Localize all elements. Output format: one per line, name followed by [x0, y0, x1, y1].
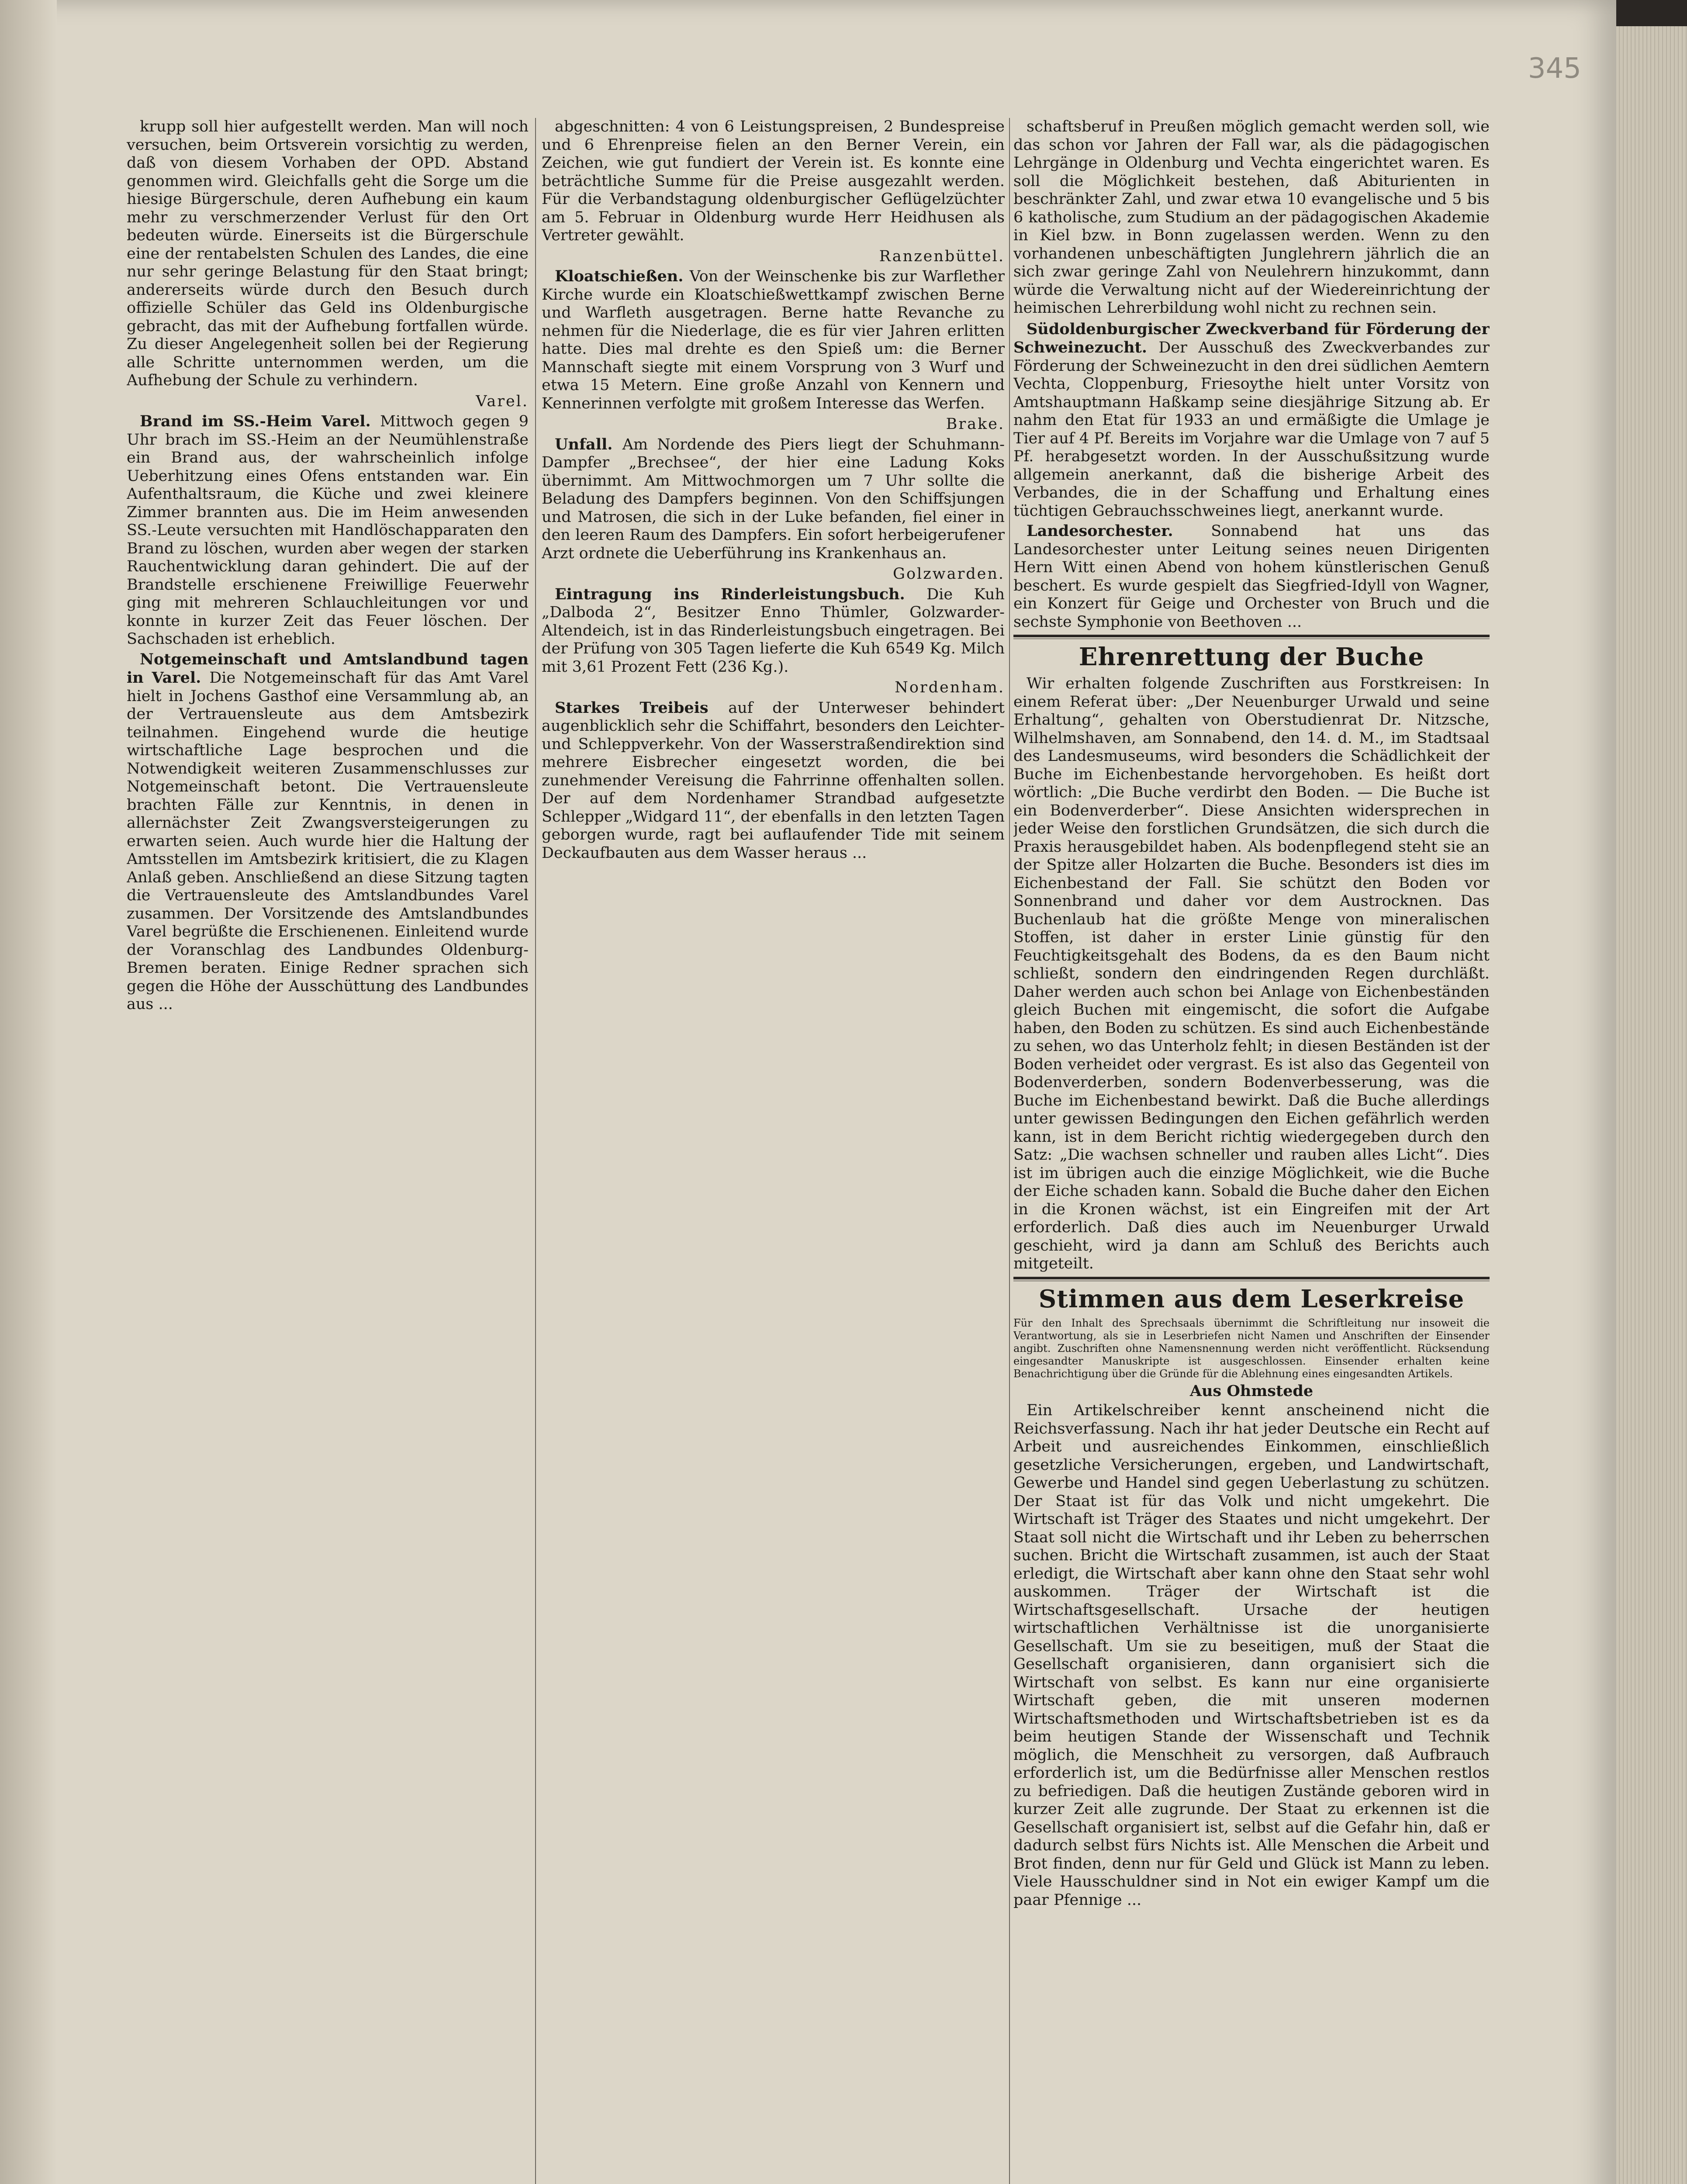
place-heading: Golzwarden. [892, 565, 1005, 583]
page-number: 345 [1528, 52, 1581, 85]
article-lead: Brand im SS.-Heim Varel. [140, 412, 380, 430]
article-lead: Südoldenburgischer Zweckverband für Förderung der Schweinezucht. [1013, 320, 1490, 356]
article-lead: Kloatschießen. [555, 267, 690, 285]
article-paragraph [127, 650, 529, 1014]
article-paragraph [542, 699, 1005, 863]
article-title-ehrenrettung: Ehrenrettung der Buche [1079, 643, 1424, 671]
article-text: Die Notgemeinschaft für das Amt Varel hielt in Jochens Gasthof eine Versammlung ab, an der Vertrauensleute aus dem Amtsbezirk teilnahmen. Eingehend wurde die heutige wirtschaftliche Lage besprochen und die Notwendigkeit weiteren Zusammenschlusses zur Notgemeinschaft betont. Die Vertrauensleute brachten Fälle zur Kenntnis, in denen in allernächster Zeit Zwangsversteigerungen zu erwarten seien. Auch wurde hier die Haltung der Amtsstellen im Amtsbezirk kritisiert, die zu Klagen Anlaß geben. Anschließend an diese Sitzung tagten die Vertrauensleute des Amtslandbundes Varel zusammen. Der Vorsitzende des Amtslandbundes Varel begrüßte die Erschienenen. Einleitend wurde der Voranschlag des Landbundes Oldenburg-Bremen beraten. Einige Redner sprachen sich gegen die Höhe der Ausschüttung des Landbundes aus ... [127, 669, 529, 1013]
article-paragraph [1013, 320, 1490, 521]
article-text: schaftsberuf in Preußen möglich gemacht werden soll, wie das schon vor Jahren der Fall war, als die pädagogischen Lehrgänge in Oldenburg und Vechta eingerichtet waren. Es soll die Möglichkeit bestehen, daß Abiturienten in beschränkter Zahl, und zwar etwa 10 evangelische und 5 bis 6 katholische, zum Studium an der pädagogischen Akademie in Kiel bzw. in Bonn zugelassen werden. Wenn zu den vorhandenen unbeschäftigten Junglehrern jährlich die an sich zwar geringe Zahl von Neulehrern hinzukommt, dann würde die Verwaltung nicht auf der Wiedereinrichtung der heimischen Lehrerbildung wohl nicht zu rechnen sein. [1013, 118, 1490, 317]
place-heading: Ranzenbüttel. [879, 247, 1005, 265]
article-paragraph [542, 118, 1005, 245]
place-heading: Varel. [476, 392, 529, 410]
place-heading: Nordenham. [895, 679, 1005, 696]
article-paragraph [1013, 118, 1490, 318]
article-lead: Notgemeinschaft und Amtslandbund tagen in Varel. [127, 650, 529, 687]
box-rule [1013, 1277, 1490, 1281]
article-text: Von der Weinschenke bis zur Warflether Kirche wurde ein Kloatschießwettkampf zwischen Berne und Warfleth ausgetragen. Berne hatte Revanche zu nehmen für die Niederlage, die es für vier Jahren erlitten hatte. Dies mal drehte es den Spieß um: die Berner Mannschaft siegte mit einem Vorsprung von 3 Wurf und etwa 15 Metern. Eine große Anzahl von Kennern und Kennerinnen verfolgte mit großem Interesse das Werfen. [542, 268, 1005, 412]
column-rule [535, 118, 536, 2184]
article-paragraph [1013, 522, 1490, 631]
article-text: Der Ausschuß des Zweckverbandes zur Förderung der Schweinezucht in den drei südlichen Aemtern Vechta, Cloppenburg, Friesoythe hielt unter Vorsitz von Amtshauptmann Haßkamp seine diesjährige Sitzung ab. Er nahm den Etat für 1933 an und ermäßigte die Umlage je Tier auf 4 Pf. Bereits im Vorjahre war die Umlage von 7 auf 5 Pf. herabgesetzt worden. In der Ausschußsitzung wurde allgemein anerkannt, daß die bisherige Arbeit des Verbandes, die in der Schaffung und Erhaltung eines tüchtigen Gebrauchsschweines liegt, anerkannt wurde. [1013, 339, 1490, 520]
box-paragraph: Ein Artikelschreiber kennt anscheinend nicht die Reichsverfassung. Nach ihr hat jeder Deutsche ein Recht auf Arbeit und ausreichendes Einkommen, einschließlich gesetzliche Versicherungen, ergeben, und Landwirtschaft, Gewerbe und Handel sind gegen Ueberlastung zu schützen. Der Staat ist für das Volk und nicht umgekehrt. Die Wirtschaft ist Träger des Staates und nicht umgekehrt. Der Staat soll nicht die Wirtschaft und ihr Leben zu beherrschen suchen. Bricht die Wirtschaft zusammen, ist auch der Staat erledigt, die Wirtschaft aber kann ohne den Staat sehr wohl auskommen. Träger der Wirtschaft ist die Wirtschaftsgesellschaft. Ursache der heutigen wirtschaftlichen Verhältnisse ist die unorganisierte Gesellschaft. Um sie zu beseitigen, muß der Staat die Gesellschaft organisieren, dann organisiert sich die Wirtschaft von selbst. Es kann nur eine organisierte Wirtschaft geben, die mit unseren modernen Wirtschaftsmethoden und Wirtschaftsbetrieben ist es da beim heutigen Stande der Wissenschaft und Technik möglich, die Menschheit zu versorgen, daß Aufbrauch erforderlich ist, um die Bedürfnisse aller Menschen restlos zu befriedigen. Daß die heutigen Zustände geboren wird in kurzer Zeit alle zugrunde. Der Staat zu erkennen ist die Gesellschaft organisiert ist, selbst auf die Gefahr hin, daß er dadurch selbst fürs Nichts ist. Alle Menschen die Arbeit und Brot finden, denn nur für Geld und Glück ist Mann zu leben. Viele Hausschuldner sind in Not ein ewiger Kampf um die paar Pfennige ... [1013, 1402, 1490, 1909]
article-lead: Unfall. [555, 435, 622, 453]
box-paragraph: Wir erhalten folgende Zuschriften aus Forstkreisen: In einem Referat über: „Der Neuenburger Urwald und seine Erhaltung“, gehalten von Oberstudienrat Dr. Nitzsche, Wilhelmshaven, am Sonnabend, den 14. d. M., im Stadtsaal des Landesmuseums, wird besonders die Schädlichkeit der Buche im Eichenbestande hervorgehoben. Es heißt dort wörtlich: „Die Buche verdirbt den Boden. — Die Buche ist ein Bodenverderber“. Diese Ansichten widersprechen in jeder Weise den forstlichen Grundsätzen, die sich durch die Praxis herausgebildet haben. Als bodenpflegend steht sie an der Spitze aller Holzarten die Buche. Besonders ist dies im Eichenbestand der Fall. Sie schützt den Boden vor Sonnenbrand und daher vor dem Austrocknen. Das Buchenlaub hat die größte Menge von mineralischen Stoffen, ist daher in erster Linie günstig für den Feuchtigkeitsgehalt des Bodens, da es den Baum nicht schließt, sondern den eindringenden Regen durchläßt. Daher werden auch schon bei Anlage von Eichenbeständen gleich Buchen mit eingemischt, die sofort die Aufgabe haben, den Boden zu schützen. Es sind auch Eichenbestände zu sehen, wo das Unterholz fehlt; in diesen Beständen ist der Boden verheidet oder vergrast. Es ist also das Gegenteil von Bodenverderben, sondern Bodenverbesserung, was die Buche im Eichenbestand bewirkt. Daß die Buche allerdings unter gewissen Bedingungen den Eichen gefährlich werden kann, ist in dem Bericht richtig wiedergegeben durch den Satz: „Die wachsen schneller und rauben alles Licht“. Dies ist im übrigen auch die einzige Möglichkeit, wie die Buche der Eiche schaden kann. Sobald die Buche daher den Eichen in die Kronen wächst, ist ein Eingreifen mit der Art erforderlich. Daß dies auch im Neuenburger Urwald geschieht, wird ja dann am Schluß des Berichts auch mitgeteilt. [1013, 675, 1490, 1272]
article-paragraph [127, 412, 529, 649]
article-lead: Eintragung ins Rinderleistungsbuch. [555, 585, 927, 603]
column-rule [1009, 118, 1010, 2184]
editorial-note: Für den Inhalt des Sprechsaals übernimmt die Schriftleitung nur insoweit die Verantwortung, als sie in Leserbriefen nicht Namen und Anschriften der Einsender angibt. Zuschriften ohne Namensnennung werden nicht veröffentlicht. Rücksendung eingesandter Manuskripte ist ausgeschlossen. Einsender erhalten keine Benachrichtigung über die Gründe für die Ablehnung eines eingesandten Artikels. [1013, 1317, 1490, 1380]
article-text: auf der Unterweser behindert augenblicklich sehr die Schiffahrt, besonders den Leichter- und Schleppverkehr. Von der Wasserstraßendirektion sind mehrere Eisbrecher eingesetzt worden, die bei zunehmender Vereisung die Fahrrinne offenhalten sollen. Der auf dem Nordenhamer Strandbad aufgesetzte Schlepper „Widgard 11“, der ebenfalls in den letzten Tagen geborgen wurde, ragt bei auflaufender Tide mit seinem Deckaufbauten aus dem Wasser heraus ... [542, 699, 1005, 862]
column-1 [127, 118, 529, 2184]
column-3-articles [1013, 118, 1490, 631]
binding-gutter [0, 0, 57, 2184]
article-text: Am Nordende des Piers liegt der Schuhmann-Dampfer „Brechsee“, der hier eine Ladung Koks übernimmt. Am Mittwochmorgen um 7 Uhr sollte die Beladung des Dampfers beginnen. Von den Schiffsjungen und Matrosen, die sich in der Luke befanden, fiel einer in den leeren Raum des Dampfers. Ein sofort herbeigerufener Arzt ordnete die Ueberführung ins Krankenhaus an. [542, 435, 1005, 562]
box-rule [1013, 635, 1490, 639]
article-text: Sonnabend hat uns das Landesorchester unter Leitung seines neuen Dirigenten Hern Witt einen Abend von hohem künstlerischen Genuß beschert. Es wurde gespielt das Siegfried-Idyll von Wagner, ein Konzert für Geige und Orchester von Bruch und die sechste Symphonie von Beethoven ... [1013, 522, 1490, 631]
article-paragraph [542, 585, 1005, 677]
article-paragraph [542, 435, 1005, 563]
section-title-leserkreise: Stimmen aus dem Leserkreise [1038, 1284, 1465, 1313]
article-paragraph [127, 118, 529, 390]
article-text: Mittwoch gegen 9 Uhr brach im SS.-Heim an der Neumühlenstraße ein Brand aus, der wahrscheinlich infolge Ueberhitzung eines Ofens entstanden war. Ein Aufenthaltsraum, die Küche und zwei kleinere Zimmer brannten aus. Die im Heim anwesenden SS.-Leute versuchten mit Handlöschapparaten den Brand zu löschen, wurden aber wegen der starken Rauchentwicklung daran gehindert. Die auf der Brandstelle erschienene Freiwillige Feuerwehr ging mit mehreren Schlauchleitungen vor und konnte in kurzer Zeit das Feuer löschen. Der Sachschaden ist erheblich. [127, 413, 529, 648]
place-heading: Brake. [946, 415, 1005, 433]
page-edge-stack [1616, 26, 1687, 2184]
article-paragraph [542, 267, 1005, 413]
letter-subtitle: Aus Ohmstede [1189, 1382, 1314, 1400]
column-3 [1013, 118, 1490, 2184]
article-text: Die Kuh „Dalboda 2“, Besitzer Enno Thümler, Golzwarder-Altendeich, ist in das Rinderleistungsbuch eingetragen. Bei der Prüfung von 305 Tagen lieferte die Kuh 6549 Kg. Milch mit 3,61 Prozent Fett (236 Kg.). [542, 585, 1005, 676]
article-body-ehrenrettung [1013, 675, 1490, 1273]
article-text: abgeschnitten: 4 von 6 Leistungspreisen, 2 Bundespreise und 6 Ehrenpreise fielen an den Berner Verein, ein Zeichen, wie gut fundiert der Verein ist. Es konnte eine beträchtliche Summe für die Preise ausgezahlt werden. Für die Verbandstagung oldenburgischer Geflügelzüchter am 5. Februar in Oldenburg wurde Herr Heidhusen als Vertreter gewählt. [542, 118, 1005, 244]
article-text: krupp soll hier aufgestellt werden. Man will noch versuchen, beim Ortsverein vorsichtig zu werden, daß von diesem Vorhaben der OPD. Abstand genommen wird. Gleichfalls geht die Sorge um die hiesige Bürgerschule, deren Aufhebung ein kaum mehr zu verschmerzender Verlust für den Ort bedeuten würde. Einerseits ist die Bürgerschule eine der rentabelsten Schulen des Landes, die eine nur sehr geringe Belastung für den Staat bringt; andererseits würde durch den Besuch durch offizielle Schüler das Geld ins Oldenburgische gebracht, das mit der Aufhebung fortfallen würde. Zu dieser Angelegenheit sollen bei der Regierung alle Schritte unternommen werden, um die Aufhebung der Schule zu verhindern. [127, 118, 529, 389]
letter-body [1013, 1402, 1490, 1909]
article-lead: Landesorchester. [1027, 522, 1211, 540]
article-lead: Starkes Treibeis [555, 698, 729, 717]
column-2 [542, 118, 1005, 2184]
